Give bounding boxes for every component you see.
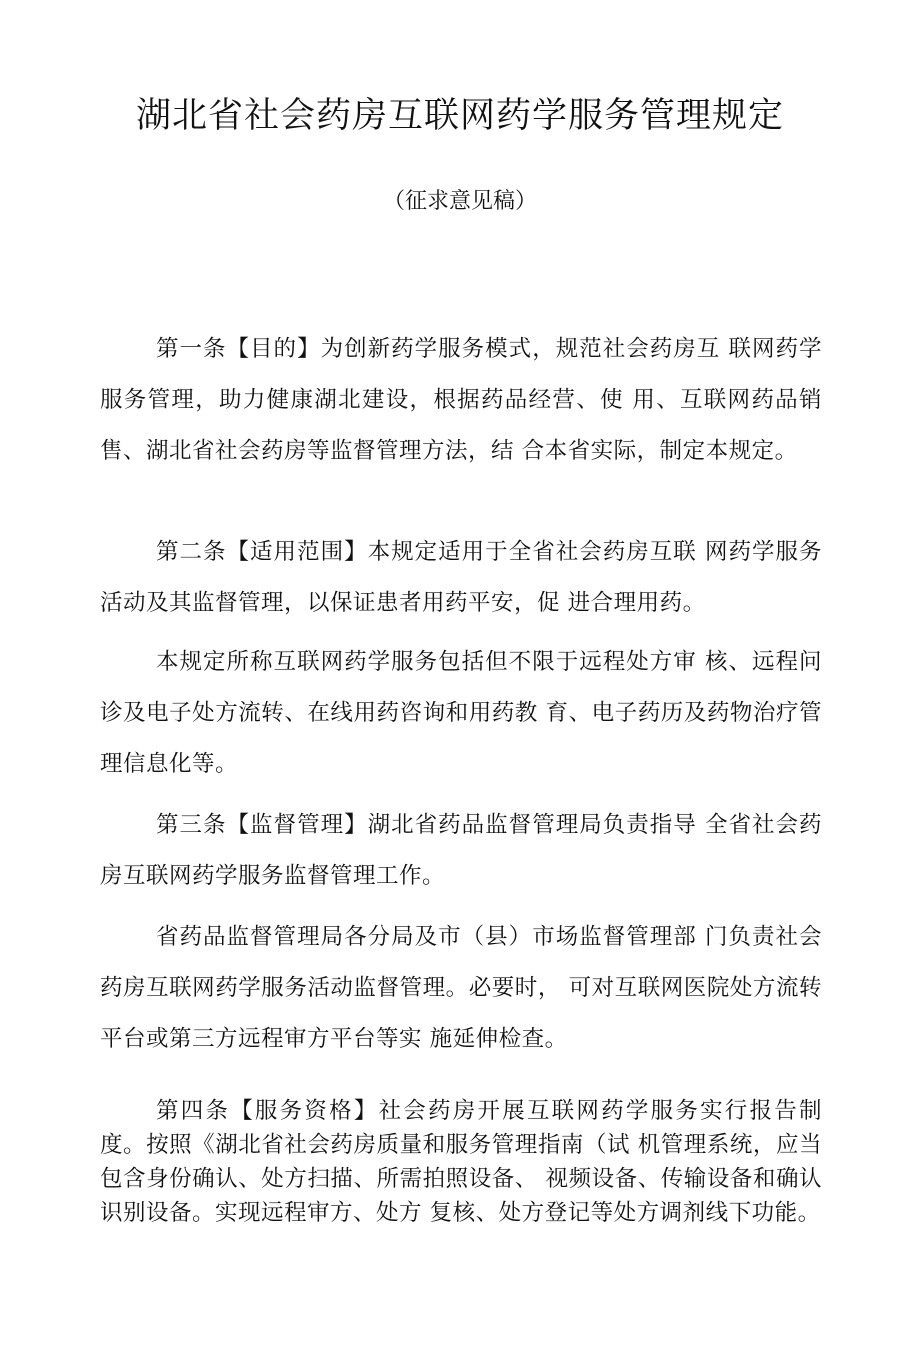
document-subtitle: （征求意见稿） (382, 189, 537, 214)
article-4-paragraph: 第四条【服务资格】社会药房开展互联网药学服务实行报告制度。按照《湖北省社会药房质量和服务管理指南（试 机管理系统，应当包含身份确认、处方扫描、所需拍照设备、 视频设备、传输设备和确认识别设备。实现远程审方、处方 复核、处方登记等处方调剂线下功能。 (100, 1098, 822, 1226)
article-2-definition-paragraph: 本规定所称互联网药学服务包括但不限于远程处方审 核、远程问诊及电子处方流转、在线用药咨询和用药教 育、电子药历及药物治疗管理信息化等。 (100, 649, 822, 777)
article-3-paragraph: 第三条【监督管理】湖北省药品监督管理局负责指导 全省社会药房互联网药学服务监督管理工作。 (100, 812, 822, 889)
document-title: 湖北省社会药房互联网药学服务管理规定 (135, 96, 784, 136)
article-1-paragraph: 第一条【目的】为创新药学服务模式，规范社会药房互 联网药学服务管理，助力健康湖北建设，根据药品经营、使 用、互联网药品销售、湖北省社会药房等监督管理方法，结 合本省实际，制定本规定。 (100, 336, 822, 464)
article-3-detail-paragraph: 省药品监督管理局各分局及市（县）市场监督管理部 门负责社会药房互联网药学服务活动监督管理。必要时， 可对互联网医院处方流转平台或第三方远程审方平台等实 施延伸检查。 (100, 924, 822, 1052)
article-2-paragraph: 第二条【适用范围】本规定适用于全省社会药房互联 网药学服务活动及其监督管理，以保证患者用药平安，促 进合理用药。 (100, 539, 822, 616)
